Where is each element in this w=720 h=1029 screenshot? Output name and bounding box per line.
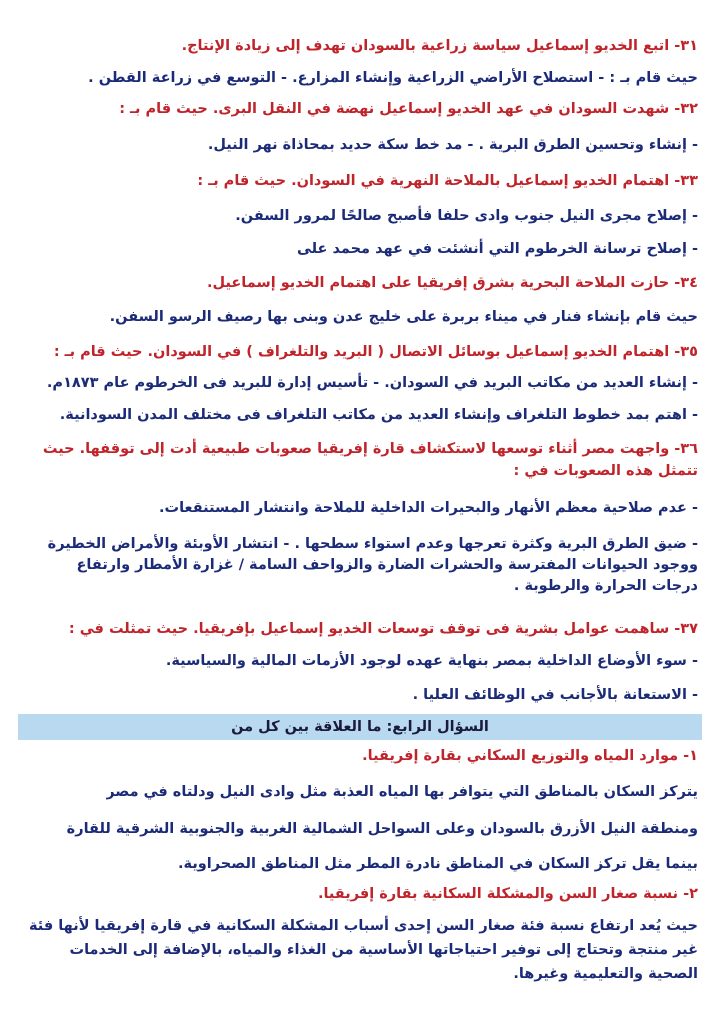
answer-35-item-2: - اهتم بمد خطوط التلغراف وإنشاء العديد من مكاتب التلغراف فى مختلف المدن السودانية.	[59, 407, 698, 423]
answer-33-item-2: - إصلاح ترسانة الخرطوم التي أنشئت في عهد محمد على	[296, 241, 698, 257]
answer-36-item-2-line-3: درجات الحرارة والرطوبة .	[513, 578, 698, 594]
question-34: ٣٤- حازت الملاحة البحرية بشرق إفريقيا على اهتمام الخديو إسماعيل.	[207, 275, 698, 291]
answer-36-item-2-line-1: - ضيق الطرق البرية وكثرة تعرجها وعدم استواء سطحها . - انتشار الأوبئة والأمراض الخطيرة	[47, 536, 698, 552]
question-36-line-2: تتمثل هذه الصعوبات في :	[513, 463, 698, 479]
section-banner	[18, 714, 702, 740]
relation-2-text-line-2: غير منتجة وتحتاج إلى توفير احتياجاتها الأساسية من الغذاء والمياه، بالإضافة إلى الخدمات	[69, 942, 698, 958]
question-33: ٣٣- اهتمام الخديو إسماعيل بالملاحة النهرية في السودان. حيث قام بـ :	[197, 173, 698, 189]
relation-2-title: ٢- نسبة صغار السن والمشكلة السكانية بقارة إفريقيا.	[317, 886, 698, 902]
answer-37-item-1: - سوء الأوضاع الداخلية بمصر بنهاية عهده لوجود الأزمات المالية والسياسية.	[165, 653, 698, 669]
relation-1-text-line-1: يتركز السكان بالمناطق التي يتوافر بها المياه العذبة مثل وادى النيل ودلتاه في مصر	[106, 784, 698, 800]
question-36-line-1: ٣٦- واجهت مصر أثناء توسعها لاستكشاف قارة إفريقيا صعوبات طبيعية أدت إلى توقفها. حيث	[42, 441, 698, 457]
answer-37-item-2: - الاستعانة بالأجانب في الوظائف العليا .	[412, 687, 698, 703]
question-37: ٣٧- ساهمت عوامل بشرية فى توقف توسعات الخديو إسماعيل بإفريقيا. حيث تمثلت في :	[68, 621, 698, 637]
question-31: ٣١- اتبع الخديو إسماعيل سياسة زراعية بالسودان تهدف إلى زيادة الإنتاج.	[181, 38, 698, 54]
relation-1-text-line-3: بينما يقل تركز السكان في المناطق نادرة المطر مثل المناطق الصحراوية.	[178, 856, 698, 872]
answer-36-item-2-line-2: ووجود الحيوانات المفترسة والحشرات الضارة والزواحف السامة / غزارة الأمطار وارتفاع	[76, 557, 698, 573]
answer-31: حيث قام بـ : - استصلاح الأراضي الزراعية وإنشاء المزارع. - التوسع في زراعة القطن .	[88, 70, 698, 86]
section-banner-title: السؤال الرابع: ما العلاقة بين كل من	[231, 719, 489, 735]
answer-36-item-1: - عدم صلاحية معظم الأنهار والبحيرات الداخلية للملاحة وانتشار المستنقعات.	[159, 500, 698, 516]
relation-2-text-line-1: حيث يُعد ارتفاع نسبة فئة صغار السن إحدى أسباب المشكلة السكانية في قارة إفريقيا لأنها فئة	[28, 918, 698, 934]
relation-2-text-line-3: الصحية والتعليمية وغيرها.	[513, 966, 698, 982]
relation-1-title: ١- موارد المياه والتوزيع السكاني بقارة إفريقيا.	[362, 748, 698, 764]
question-35: ٣٥- اهتمام الخديو إسماعيل بوسائل الاتصال ( البريد والتلغراف ) في السودان. حيث قام بـ :	[53, 344, 698, 360]
answer-32: - إنشاء وتحسين الطرق البرية . - مد خط سكة حديد بمحاذاة نهر النيل.	[207, 137, 698, 153]
answer-34: حيث قام بإنشاء فنار في ميناء بربرة على خليج عدن وبنى بها رصيف الرسو السفن.	[109, 309, 698, 325]
question-32: ٣٢- شهدت السودان في عهد الخديو إسماعيل نهضة في النقل البرى. حيث قام بـ :	[119, 101, 698, 117]
relation-1-text-line-2: ومنطقة النيل الأزرق بالسودان وعلى السواحل الشمالية الغربية والجنوبية الشرقية للقارة	[66, 821, 698, 837]
answer-33-item-1: - إصلاح مجرى النيل جنوب وادى حلفا فأصبح صالحًا لمرور السفن.	[235, 208, 698, 224]
answer-35-item-1: - إنشاء العديد من مكاتب البريد في السودان. - تأسيس إدارة للبريد فى الخرطوم عام ١٨٧٣م.	[46, 375, 698, 391]
